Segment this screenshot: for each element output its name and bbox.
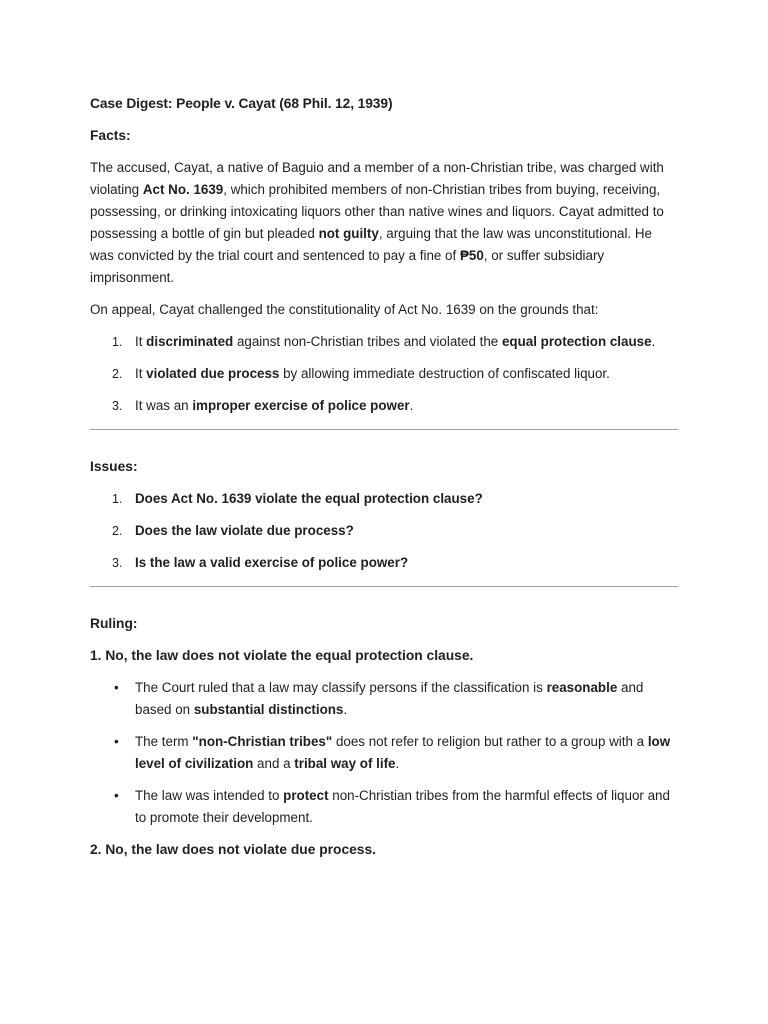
document-page: [90, 93, 678, 871]
bullet-text: non-Christian tribes from the harmful effects of liquor and to promote their development.: [135, 788, 670, 825]
ground-text: .: [651, 334, 656, 349]
ground-text: by allowing immediate destruction of confiscated liquor.: [279, 366, 610, 381]
grounds-list: [90, 331, 678, 417]
bullet-text: The law was intended to: [135, 788, 284, 803]
issue-text: Does Act No. 1639 violate the equal protection clause?: [135, 491, 483, 506]
facts-heading: Facts:: [90, 128, 131, 143]
ruling-heading: Ruling:: [90, 616, 138, 631]
bullet-marker: •: [114, 680, 119, 695]
section-divider: [90, 586, 678, 587]
list-number: 2.: [112, 524, 123, 538]
facts-text-3: , arguing that the law was unconstitutional. He was convicted by the trial court and sentenced to pay a fine of: [90, 226, 652, 263]
list-number: 2.: [112, 367, 123, 381]
list-item: [90, 331, 678, 353]
facts-bold-not-guilty: not guilty: [318, 226, 379, 241]
facts-bold-fine: ₱50: [459, 248, 484, 263]
ground-bold: improper exercise of police power: [192, 398, 410, 413]
ruling-2-heading: 2. No, the law does not violate due process.: [90, 842, 376, 857]
list-item: [90, 731, 678, 775]
bullet-text: does not refer to religion but rather to a group with a: [332, 734, 648, 749]
facts-text-4: , or suffer subsidiary imprisonment.: [90, 248, 605, 285]
list-item: [90, 552, 678, 574]
document-title: Case Digest: People v. Cayat (68 Phil. 12, 1939): [90, 96, 393, 111]
ground-bold: discriminated: [146, 334, 234, 349]
ground-text: against non-Christian tribes and violated the: [233, 334, 502, 349]
issue-text: Is the law a valid exercise of police power?: [135, 555, 409, 570]
list-item: [90, 395, 678, 417]
issue-text: Does the law violate due process?: [135, 523, 354, 538]
facts-text-1: The accused, Cayat, a native of Baguio and a member of a non-Christian tribe, was charged with violating: [90, 160, 664, 197]
bullet-marker: •: [114, 788, 119, 803]
list-item: [90, 363, 678, 385]
issues-heading: Issues:: [90, 459, 138, 474]
appeal-paragraph: On appeal, Cayat challenged the constitutionality of Act No. 1639 on the grounds that:: [90, 302, 599, 317]
bullet-bold: reasonable: [546, 680, 618, 695]
bullet-bold: "non-Christian tribes": [192, 734, 333, 749]
bullet-marker: •: [114, 734, 119, 749]
bullet-text: The Court ruled that a law may classify persons if the classification is: [135, 680, 547, 695]
bullet-bold: tribal way of life: [294, 756, 396, 771]
ground-bold: violated due process: [146, 366, 280, 381]
list-number: 1.: [112, 492, 123, 506]
list-number: 3.: [112, 399, 123, 413]
ruling-1-heading: 1. No, the law does not violate the equal protection clause.: [90, 648, 474, 663]
facts-text-2: , which prohibited members of non-Christian tribes from buying, receiving, possessing, or drinking intoxicating liquors other than native wines and liquors. Cayat admitted to possessing a bottle of gin but pleaded: [90, 182, 664, 241]
ground-text: It: [135, 366, 147, 381]
bullet-bold: substantial distinctions: [193, 702, 344, 717]
ground-text: It: [135, 334, 147, 349]
ground-bold: equal protection clause: [501, 334, 652, 349]
facts-paragraph: [90, 157, 678, 289]
section-divider: [90, 429, 678, 430]
bullet-text: The term: [135, 734, 193, 749]
list-number: 3.: [112, 556, 123, 570]
list-item: [90, 488, 678, 510]
list-item: [90, 785, 678, 829]
bullet-text: and a: [253, 756, 295, 771]
list-item: [90, 677, 678, 721]
list-item: [90, 520, 678, 542]
issues-list: [90, 488, 678, 574]
bullet-text: .: [343, 702, 348, 717]
bullet-bold: protect: [283, 788, 329, 803]
ruling-1-bullets: [90, 677, 678, 829]
bullet-bold: low level of civilization: [135, 734, 671, 771]
ground-text: It was an: [135, 398, 193, 413]
bullet-text: and based on: [135, 680, 644, 717]
ground-text: .: [409, 398, 414, 413]
list-number: 1.: [112, 335, 123, 349]
facts-bold-act: Act No. 1639: [142, 182, 224, 197]
bullet-text: .: [395, 756, 400, 771]
